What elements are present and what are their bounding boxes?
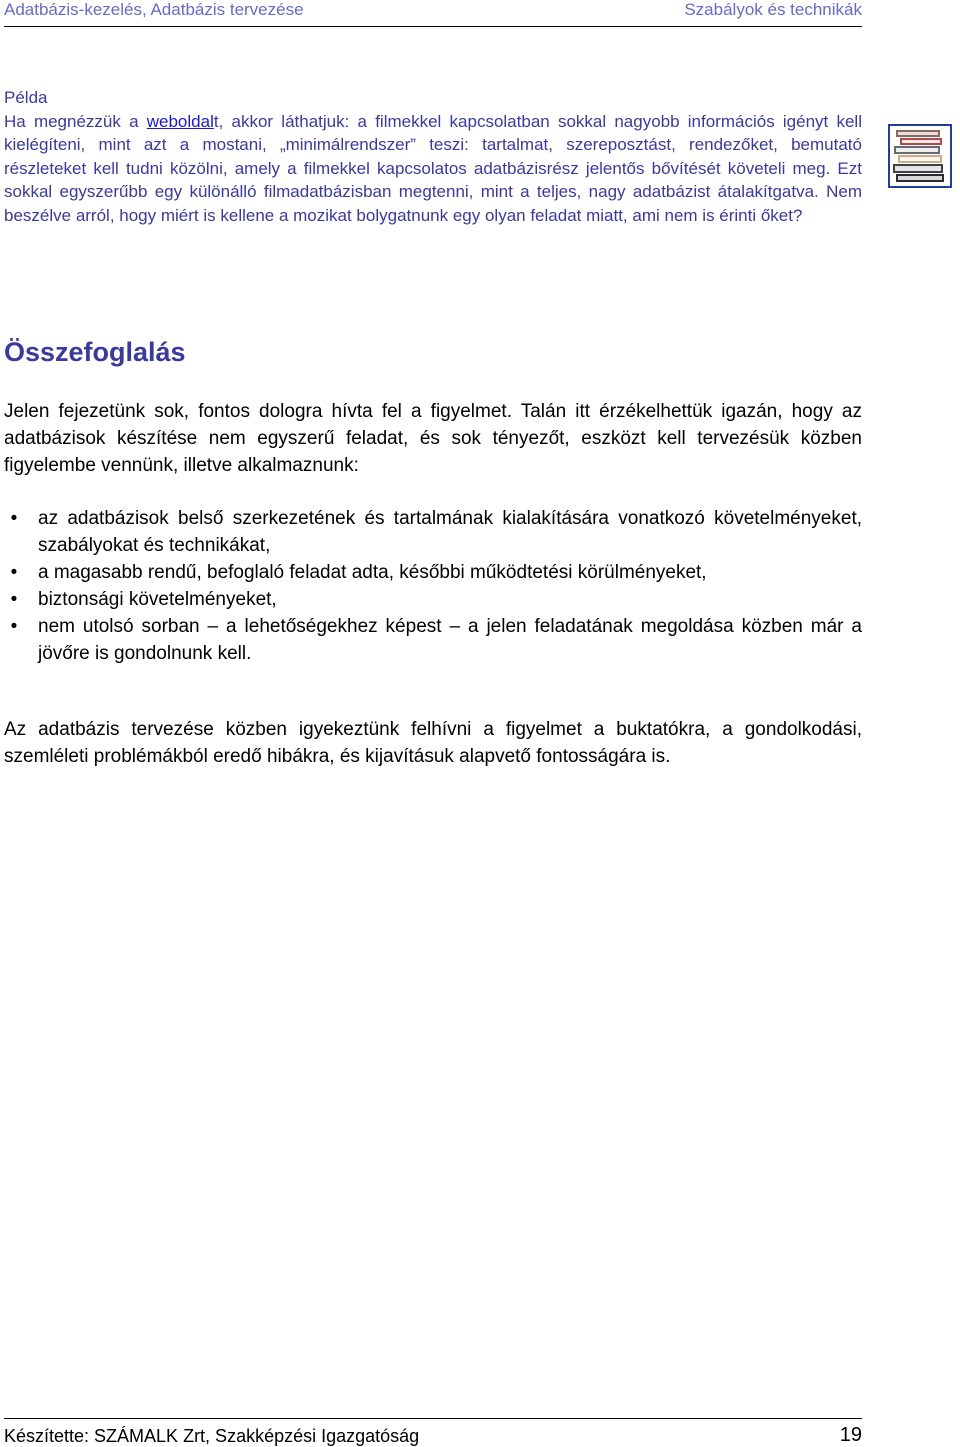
list-item — [4, 505, 862, 559]
books-stack-icon — [888, 124, 952, 188]
example-box — [4, 86, 862, 227]
example-text-before-link: Ha megnézzük a — [4, 111, 147, 131]
page-header — [4, 0, 862, 27]
footer-credit: Készítette: SZÁMALK Zrt, Szakképzési Igazgatóság — [4, 1426, 420, 1446]
list-item-text: nem utolsó sorban – a lehetőségekhez képest – a jelen feladatának megoldása közben már a jövőre is gondolnunk kell. — [38, 616, 862, 664]
bullet-icon: • — [10, 562, 18, 583]
list-item-text: a magasabb rendű, befoglaló feladat adta, későbbi működtetési körülményeket, — [38, 562, 707, 583]
list-item-text: az adatbázisok belső szerkezetének és tartalmának kialakítására vonatkozó követelményeket, szabályokat és technikákat, — [38, 508, 862, 556]
list-item — [4, 559, 862, 586]
example-text-after-link: t, akkor láthatjuk: a filmekkel kapcsolatban sokkal nagyobb információs igényt kell kielégíteni, mint azt a mostani, „minimálrendszer” teszi: tartalmat, szereposztást, rendezőket, bemutató részleteket kell tudni közölni, amely a filmekkel kapcsolatos adatbázisrész jelentős bővítését követeli meg. Ezt sokkal egyszerűbb egy különálló filmadatbázisban megtenni, mint a teljes, nagy adatbázist átalakítgatva. Nem beszélve arról, hogy miért is kellene a mozikat bolygatnunk egy olyan feladat miatt, ami nem is érinti őket? — [4, 111, 862, 225]
example-title: Példa — [4, 88, 48, 107]
header-section-title: Szabályok és technikák — [684, 0, 862, 19]
summary-title: Összefoglalás — [4, 337, 186, 367]
page-number: 19 — [839, 1424, 862, 1446]
summary-closing: Az adatbázis tervezése közben igyekeztünk felhívni a figyelmet a buktatókra, a gondolkodási, szemléleti problémákból eredő hibákra, és kijavításuk alapvető fontosságára is. — [4, 719, 862, 767]
list-item — [4, 613, 862, 667]
example-paragraph — [4, 110, 862, 228]
summary-intro: Jelen fejezetünk sok, fontos dologra hívta fel a figyelmet. Talán itt érzékelhettük igazán, hogy az adatbázisok készítése nem egyszerű feladat, és sok tényezőt, eszközt kell tervezésük közben figyelembe vennünk, illetve alkalmaznunk: — [4, 401, 862, 476]
page-footer — [4, 1418, 862, 1447]
weboldal-link[interactable]: weboldal — [146, 111, 214, 131]
bullet-icon: • — [10, 508, 18, 529]
summary-bullet-list — [4, 505, 862, 667]
bullet-icon: • — [10, 589, 18, 610]
bullet-icon: • — [10, 616, 18, 637]
list-item-text: biztonsági követelményeket, — [38, 589, 277, 610]
header-chapter-title: Adatbázis-kezelés, Adatbázis tervezése — [4, 0, 304, 19]
list-item — [4, 586, 862, 613]
